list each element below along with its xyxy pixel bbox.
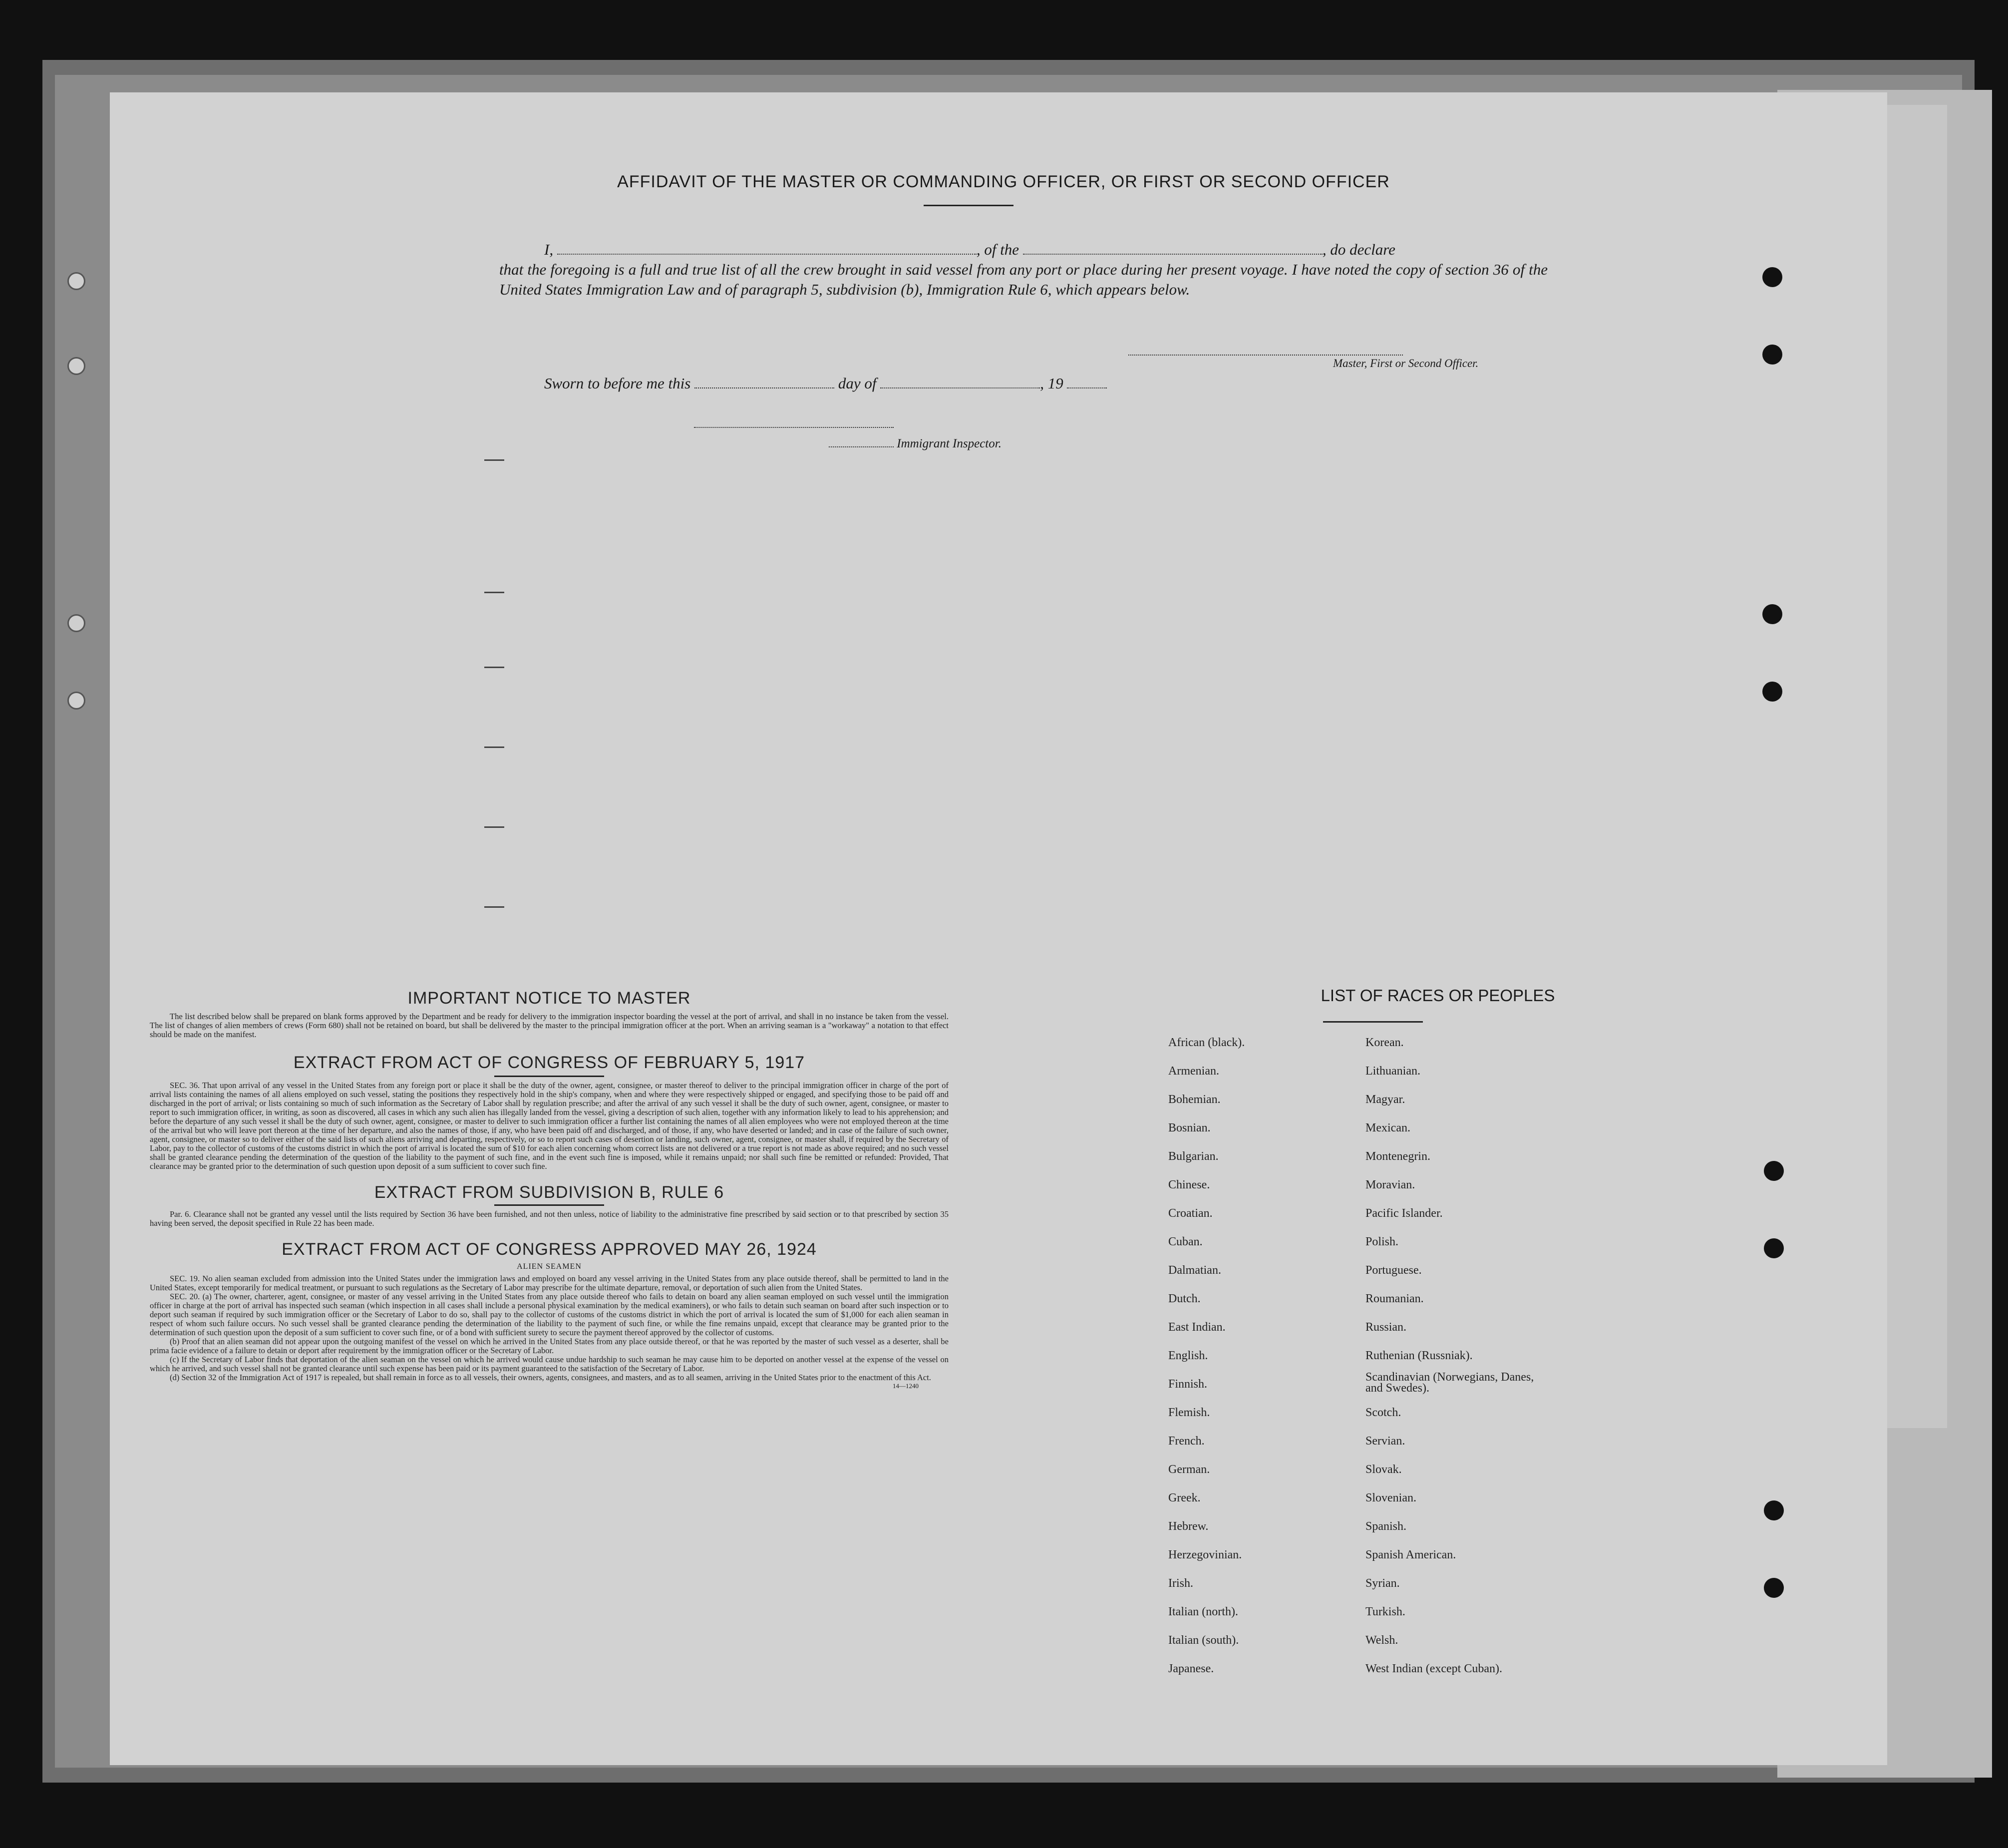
race-item: Scandinavian (Norwegians, Danes, and Swedes). — [1365, 1371, 1534, 1395]
race-item: Cuban. — [1168, 1235, 1203, 1248]
extract-1924-text — [150, 1274, 949, 1382]
race-item: Chinese. — [1168, 1178, 1210, 1191]
race-item: Pacific Islander. — [1365, 1207, 1443, 1220]
race-item: Slovak. — [1365, 1463, 1402, 1476]
alien-seamen-subtitle: ALIEN SEAMEN — [517, 1262, 582, 1271]
inspector-signature-blank[interactable] — [694, 427, 894, 428]
race-item: Ruthenian (Russniak). — [1365, 1349, 1473, 1362]
form-page — [110, 92, 1887, 1765]
rule6-rule — [494, 1204, 604, 1206]
notice-paragraph: The list described below shall be prepared on blank forms approved by the Department and be ready for delivery to the immigration inspector boarding the vessel at the port of arrival, and shall in no instance be taken from the vessel. The list of changes of alien members of crews (Form 680) shall not be retained on board, but shall be delivered by the master to the principal immigration officer at the port. When an arriving seaman is a "workaway" a notation to that effect should be made on the manifest. — [150, 1012, 949, 1039]
punch-hole — [1762, 682, 1782, 702]
form-number: 14—1240 — [893, 1382, 919, 1390]
day-of-label: day of — [838, 374, 877, 392]
race-item: Korean. — [1365, 1036, 1404, 1049]
year-prefix: , 19 — [1040, 374, 1063, 392]
sworn-line — [544, 374, 1107, 392]
sec-19-paragraph: SEC. 19. No alien seaman excluded from admission into the United States under the immigration laws and employed on board any vessel arriving in the United States from any place outside thereof, shall be permitted to land in the United States, except temporarily for medical treatment, or pursuant to such regulations as the Secretary of Labor may prescribe for the ultimate departure, removal, or deportation of such alien from the United States. — [150, 1274, 949, 1292]
notice-text — [150, 1012, 949, 1039]
race-item: Italian (south). — [1168, 1634, 1239, 1647]
binder-hole — [67, 357, 85, 375]
month-blank[interactable] — [880, 387, 1040, 388]
race-item: African (black). — [1168, 1036, 1245, 1049]
signature-blank[interactable] — [1128, 355, 1403, 356]
of-the-label: , of the — [976, 241, 1019, 258]
race-item: Japanese. — [1168, 1662, 1214, 1675]
affidavit-text: that the foregoing is a full and true list of all the crew brought in said vessel from any port or place during her present voyage. I have noted the copy of section 36 of the United States Immigration Law and of paragraph 5, subdivision (b), Immigration Rule 6, which appears below. — [499, 261, 1548, 298]
race-item: Bulgarian. — [1168, 1150, 1219, 1163]
binder-hole — [67, 272, 85, 290]
punch-hole — [1762, 604, 1782, 624]
extract-1917-text — [150, 1081, 949, 1171]
race-item: Flemish. — [1168, 1406, 1210, 1419]
punch-hole — [1762, 267, 1782, 287]
race-item: Portuguese. — [1365, 1264, 1422, 1277]
races-title: LIST OF RACES OR PEOPLES — [1321, 986, 1555, 1005]
race-item: Herzegovinian. — [1168, 1548, 1242, 1561]
race-item: Spanish American. — [1365, 1548, 1456, 1561]
race-item: English. — [1168, 1349, 1208, 1362]
race-item: Armenian. — [1168, 1065, 1219, 1078]
year-blank[interactable] — [1067, 387, 1107, 388]
sec-20b-paragraph: (b) Proof that an alien seaman did not appear upon the outgoing manifest of the vessel on which he arrived in the United States from any place outside thereof, or that he was reported by the master of such vessel as a deserter, shall be prima facie evidence of a failure to detain or deport after requirement by the immigration officer or the Secretary of Labor. — [150, 1337, 949, 1355]
race-item: West Indian (except Cuban). — [1365, 1662, 1502, 1675]
extract-1924-title: EXTRACT FROM ACT OF CONGRESS APPROVED MAY 26, 1924 — [282, 1240, 817, 1259]
rule6-text — [150, 1210, 949, 1228]
race-item: Slovenian. — [1365, 1491, 1416, 1504]
sworn-label: Sworn to before me this — [544, 374, 691, 392]
race-item: Irish. — [1168, 1577, 1193, 1590]
punch-hole — [1764, 1500, 1784, 1520]
extract-1917-title: EXTRACT FROM ACT OF CONGRESS OF FEBRUARY 5, 1917 — [293, 1053, 805, 1072]
race-item: Welsh. — [1365, 1634, 1398, 1647]
rule6-paragraph: Par. 6. Clearance shall not be granted any vessel until the lists required by Section 36 have been furnished, and not then unless, notice of liability to the administrative fine prescribed by said section or to that prescribed by section 35 having been served, the deposit specified in Rule 22 has been made. — [150, 1209, 949, 1228]
races-title-underline — [1323, 1021, 1423, 1023]
sec-20d-paragraph: (d) Section 32 of the Immigration Act of 1917 is repealed, but shall remain in force as to all vessels, their owners, agents, consignees, and masters, and as to all seamen, arriving in the United States prior to the enactment of this Act. — [170, 1373, 931, 1382]
column-mark — [484, 906, 504, 908]
binder-hole — [67, 692, 85, 710]
race-item: Dutch. — [1168, 1292, 1201, 1305]
binder-hole — [67, 614, 85, 632]
race-item: Polish. — [1365, 1235, 1399, 1248]
race-item: Syrian. — [1365, 1577, 1400, 1590]
sec-20c-paragraph: (c) If the Secretary of Labor finds that deportation of the alien seaman on the vessel on which he arrived would cause undue hardship to such seaman he may cause him to be deported on another vessel at the expense of the vessel on which he arrived, and such vessel shall not be granted clearance until such expense has been paid or its payment guaranteed to the satisfaction of the Secretary of Labor. — [150, 1355, 949, 1373]
race-item: Italian (north). — [1168, 1605, 1238, 1618]
affidavit-body — [499, 240, 1548, 300]
column-mark — [484, 826, 504, 828]
race-item: Moravian. — [1365, 1178, 1415, 1191]
column-mark — [484, 459, 504, 461]
race-item: Magyar. — [1365, 1093, 1405, 1106]
column-mark — [484, 667, 504, 668]
race-item: Finnish. — [1168, 1378, 1208, 1391]
race-item: Bohemian. — [1168, 1093, 1221, 1106]
punch-hole — [1762, 345, 1782, 365]
race-item: Bosnian. — [1168, 1121, 1211, 1134]
race-item: Greek. — [1168, 1491, 1201, 1504]
rule6-title: EXTRACT FROM SUBDIVISION B, RULE 6 — [374, 1183, 724, 1202]
inspector-blank — [829, 446, 894, 447]
race-item: Hebrew. — [1168, 1520, 1209, 1533]
inspector-label-text: Immigrant Inspector. — [897, 437, 1002, 450]
race-item: Servian. — [1365, 1435, 1405, 1448]
signature-label: Master, First or Second Officer. — [1333, 357, 1479, 370]
column-mark — [484, 746, 504, 748]
race-item: Spanish. — [1365, 1520, 1407, 1533]
race-item: Croatian. — [1168, 1207, 1213, 1220]
race-item: Roumanian. — [1365, 1292, 1424, 1305]
affidavit-title: AFFIDAVIT OF THE MASTER OR COMMANDING OFFICER, OR FIRST OR SECOND OFFICER — [617, 172, 1390, 191]
race-item: Scotch. — [1365, 1406, 1401, 1419]
inspector-label — [829, 437, 1002, 451]
race-item: East Indian. — [1168, 1321, 1226, 1334]
punch-hole — [1764, 1161, 1784, 1181]
extract-1917-rule — [494, 1076, 604, 1077]
notice-section — [150, 989, 949, 1390]
title-underline — [924, 205, 1013, 206]
race-item: Turkish. — [1365, 1605, 1405, 1618]
notice-title: IMPORTANT NOTICE TO MASTER — [407, 989, 691, 1008]
punch-hole — [1764, 1578, 1784, 1598]
race-item: French. — [1168, 1435, 1205, 1448]
do-declare-label: , do declare — [1322, 241, 1395, 258]
race-item: Dalmatian. — [1168, 1264, 1221, 1277]
race-item: German. — [1168, 1463, 1210, 1476]
column-mark — [484, 592, 504, 593]
race-item: Lithuanian. — [1365, 1065, 1420, 1078]
day-blank[interactable] — [694, 387, 834, 388]
race-item: Mexican. — [1365, 1121, 1410, 1134]
sec-20a-paragraph: SEC. 20. (a) The owner, charterer, agent, consignee, or master of any vessel arriving in the United States from any place outside thereof who fails to detain on board any alien seaman employed on such vessel until the immigration officer in charge at the port of arrival has inspected such seaman (which inspection in all cases shall include a personal physical examination by the medical examiners), or who fails to detain such seaman on board after such inspection or to deport such seaman if required by such immigration officer or the Secretary of Labor to do so, shall pay to the collector of customs of the customs district in which the port of arrival is located the sum of $1,000 for each alien seaman in respect of whom such failure occurs. No such vessel shall be granted clearance pending the determination of the liability to the payment of such fine, or while the fine remains unpaid, except that clearance may be granted prior to the determination of such question upon the deposit of a sum sufficient to cover such fine, or of a bond with sufficient surety to secure the payment thereof approved by the collector of customs. — [150, 1292, 949, 1337]
extract-1917-paragraph: SEC. 36. That upon arrival of any vessel in the United States from any foreign port or place it shall be the duty of the owner, agent, consignee, or master thereof to deliver to the principal immigration officer in charge of the port of arrival lists containing the names of all aliens employed on such vessel, stating the positions they respectively hold in the ship's company, when and where they were respectively shipped or engaged, and specifying those to be paid off and discharged in the port of arrival; or lists containing so much of such information as the Secretary of Labor shall by regulation prescribe; and after the arrival of any such vessel it shall be the duty of such owner, agent, consignee, or master to report to such immigration officer, in writing, as soon as discovered, all cases in which any such alien has illegally landed from the vessel, giving a description of such alien, together with any information likely to lead to his apprehension; and before the departure of any such vessel it shall be the duty of such owner, agent, consignee, or master to deliver to such immigration officer a further list containing the names of all alien employees who were not employed thereon at the time of the arrival but who will leave port thereon at the time of her departure, and also the names of those, if any, who have been paid off and discharged, and of those, if any, who have deserted or landed; and in case of the failure of such owner, agent, consignee, or master so to deliver either of the said lists of such aliens arriving and departing, respectively, or so to report such cases of desertion or landing, such owner, agent, consignee, or master shall, if required by the Secretary of Labor, pay to the collector of customs of the customs district in which the port of arrival is located the sum of $10 for each alien concerning whom correct lists are not delivered or a true report is not made as above required; and no such vessel shall be granted clearance pending the determination of the question of the liability to the payment of such fine, and in the event such fine is imposed, while it remains unpaid; nor shall such fine be remitted or refunded: Provided, That clearance may be granted prior to the determination of such question upon deposit of a sum sufficient to cover such fine. — [150, 1081, 949, 1171]
punch-hole — [1764, 1238, 1784, 1258]
race-item: Russian. — [1365, 1321, 1407, 1334]
i-label: I, — [544, 241, 554, 258]
vessel-blank[interactable] — [1023, 254, 1323, 255]
name-blank[interactable] — [557, 254, 977, 255]
race-item: Montenegrin. — [1365, 1150, 1430, 1163]
